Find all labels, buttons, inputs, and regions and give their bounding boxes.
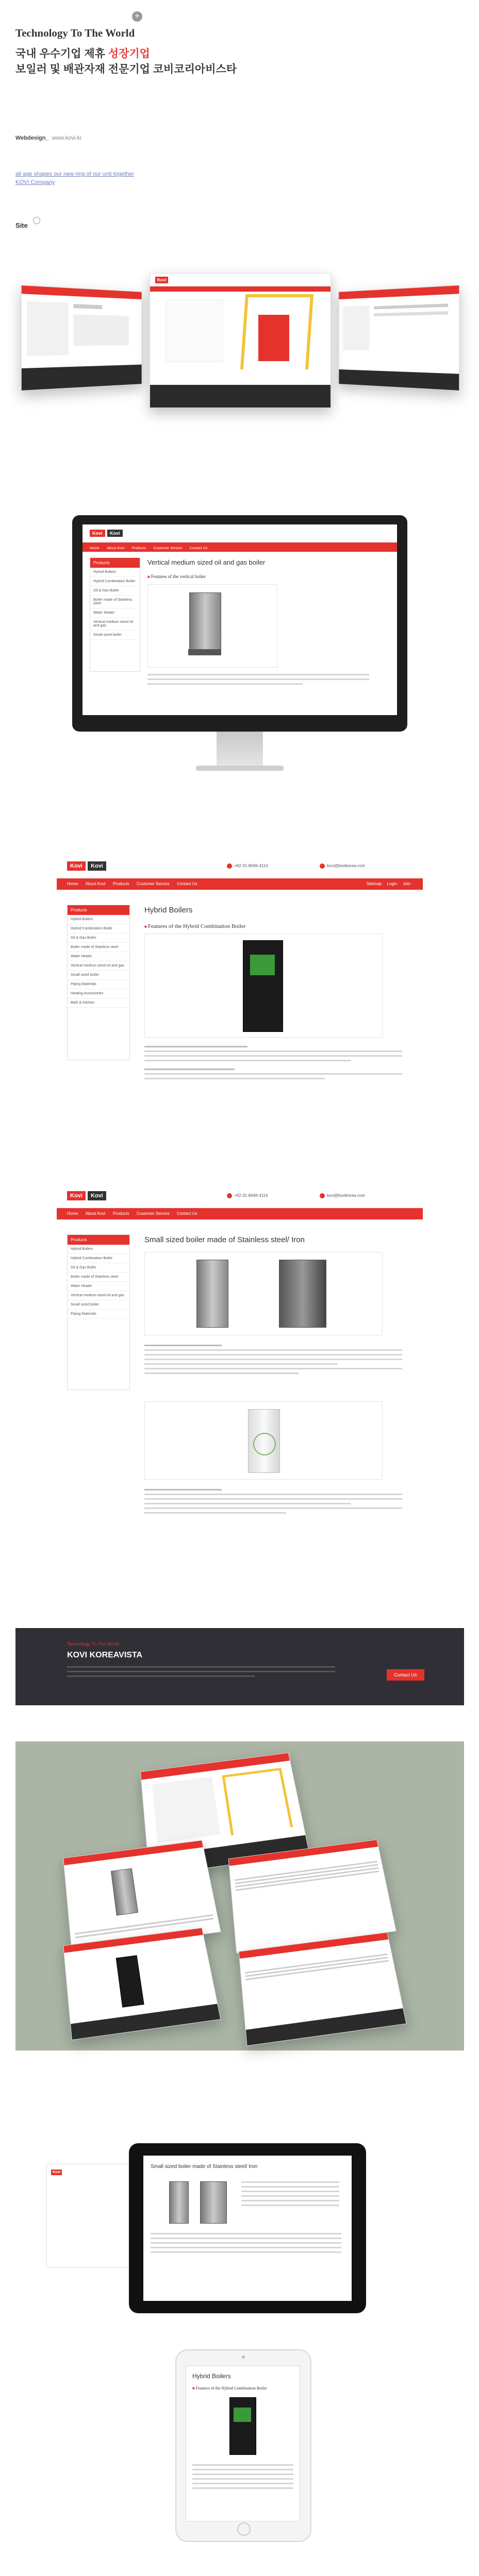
nav-item-service[interactable]: Customer Service xyxy=(136,1211,170,1216)
header-line1-highlight: 성장기업 xyxy=(108,48,150,60)
monitor-screen xyxy=(82,524,397,715)
site-header xyxy=(82,524,397,543)
boiler-image xyxy=(169,2181,189,2224)
description-lines xyxy=(144,1345,402,1377)
feature-heading: ■ Features of the Hybrid Combination Boiler xyxy=(144,923,246,929)
site-section-label: Site xyxy=(15,222,28,229)
site-nav xyxy=(57,1208,423,1219)
boiler-image-open xyxy=(279,1260,326,1328)
preview-nav-bar xyxy=(22,285,142,299)
sidebar-item[interactable]: Hybrid Combination Boiler xyxy=(68,924,129,934)
footer-text-lines xyxy=(67,1666,335,1680)
sidebar-head: Products xyxy=(68,905,129,915)
boiler-panel xyxy=(250,955,275,975)
tagline-line2: KOVI Company xyxy=(15,179,55,185)
meta-label: Webdesign_ xyxy=(15,135,49,141)
site-logo[interactable]: Kovi xyxy=(67,861,86,871)
boiler-image xyxy=(243,940,283,1032)
top-link-sitemap[interactable]: Sitemap xyxy=(366,882,382,886)
ipad-portrait xyxy=(175,2349,311,2542)
sidebar xyxy=(67,1234,130,1390)
product-image-box xyxy=(144,1252,383,1335)
contact-email xyxy=(320,863,365,869)
feature-heading: ■ Features of the vertical boiler xyxy=(147,574,206,579)
page-hybrid xyxy=(57,855,423,1185)
product-image-box-2 xyxy=(144,1401,383,1480)
sidebar-item[interactable]: Vertical medium sized oil and gas xyxy=(68,1291,129,1300)
sidebar-item[interactable]: Water Heater xyxy=(90,608,140,618)
nav-item-home[interactable]: Home xyxy=(67,1211,78,1216)
sidebar-item[interactable]: Hybrid Boilers xyxy=(68,1245,129,1254)
page-title: Hybrid Boilers xyxy=(144,906,193,914)
top-link-login[interactable]: Login xyxy=(387,882,397,886)
contact-phone-text: +82-31-8046-4114 xyxy=(234,1193,268,1198)
description-lines-2 xyxy=(144,1489,402,1517)
page-title: Small sized boiler made of Stainless steel/ Iron xyxy=(144,1235,305,1244)
meta-value[interactable]: www.kovi.kr xyxy=(52,135,82,141)
tablet-landscape xyxy=(129,2143,366,2313)
preview-nav-bar xyxy=(339,285,459,299)
site-logo-badge: Kovi xyxy=(107,530,123,537)
contact-phone xyxy=(227,863,268,869)
ipad-page-title: Hybrid Boilers xyxy=(192,2372,231,2380)
tagline xyxy=(15,170,170,187)
preview-screen-center: Kovi xyxy=(150,273,331,408)
circle-icon xyxy=(33,217,40,224)
nav-item-service[interactable]: Customer Service xyxy=(136,882,170,886)
description-lines xyxy=(144,1046,402,1082)
boiler-panel xyxy=(234,2408,251,2422)
site-nav xyxy=(82,543,397,552)
sidebar-item[interactable]: Heating Accessories xyxy=(68,989,129,998)
product-image-box xyxy=(144,934,383,1038)
header-eyebrow: Technology To The World xyxy=(15,27,135,39)
showcase-green xyxy=(15,1741,464,2050)
sidebar xyxy=(90,557,140,672)
contact-email-text[interactable]: kovi@kovikorea.com xyxy=(327,863,365,869)
sidebar-item[interactable]: Small sized boiler xyxy=(68,1300,129,1310)
preview-screen-right xyxy=(339,285,460,391)
site-logo[interactable]: Kovi xyxy=(67,1191,86,1200)
sidebar-item[interactable]: Hybrid Boilers xyxy=(90,568,140,577)
nav-item-about[interactable]: About Kovi xyxy=(107,547,124,550)
description-lines xyxy=(147,674,369,688)
monitor-stand xyxy=(217,732,263,768)
monitor-stand-base xyxy=(196,766,284,771)
sidebar-head: Products xyxy=(68,1235,129,1245)
header-line1-prefix: 국내 우수기업 제휴 xyxy=(15,48,108,60)
nav-item-products[interactable]: Products xyxy=(112,1211,129,1216)
phone-icon xyxy=(227,863,232,869)
mail-icon xyxy=(320,1193,325,1198)
boiler-image xyxy=(196,1260,228,1328)
sidebar-item[interactable]: Hybrid Boilers xyxy=(68,915,129,924)
sidebar-item[interactable]: Oil & Gas Boiler xyxy=(68,1263,129,1273)
product-image-box xyxy=(147,584,277,668)
nav-item-home[interactable]: Home xyxy=(90,547,100,550)
side-page-peek: Kovi xyxy=(46,2164,135,2268)
preview-screen xyxy=(63,1928,221,2041)
tagline-line1: all age shapes our new ring of our unit together xyxy=(15,171,134,177)
boiler-image xyxy=(189,592,221,650)
sidebar-item[interactable]: Vertical medium sized oil and gas xyxy=(68,961,129,971)
site-logo-badge: Kovi xyxy=(88,1191,106,1200)
preview-screen xyxy=(239,1932,407,2046)
nav-item-contact[interactable]: Contact Us xyxy=(189,547,208,550)
site-header xyxy=(57,855,423,878)
sidebar-item[interactable]: Hybrid Combination Boiler xyxy=(68,1254,129,1263)
nav-item-products[interactable]: Products xyxy=(112,882,129,886)
page-title: Vertical medium sized oil and gas boiler xyxy=(147,558,266,566)
tablet-page-title: Small sized boiler made of Stainless steel/ Iron xyxy=(151,2164,258,2170)
site-footer xyxy=(15,1628,464,1705)
footer-title: KOVI KOREAVISTA xyxy=(67,1651,143,1659)
site-logo-badge: Kovi xyxy=(88,861,106,871)
top-link-join[interactable]: Join xyxy=(403,882,410,886)
sidebar-item[interactable]: Water Heater xyxy=(68,952,129,961)
footer-contact-button[interactable]: Contact Us xyxy=(387,1669,424,1681)
boiler-image xyxy=(229,2397,256,2455)
sidebar-item[interactable]: Vertical medium sized oil and gas xyxy=(90,618,140,631)
site-logo[interactable]: Kovi xyxy=(90,530,105,537)
meta-line xyxy=(15,135,82,141)
phone-icon xyxy=(227,1193,232,1198)
ipad-feature: ■ Features of the Hybrid Combination Boiler xyxy=(192,2386,267,2391)
site-nav xyxy=(57,878,423,890)
nav-item-home[interactable]: Home xyxy=(67,882,78,886)
contact-phone xyxy=(227,1193,268,1198)
header-title-line1 xyxy=(15,45,150,61)
mail-icon xyxy=(320,863,325,869)
page-stainless xyxy=(57,1185,423,1628)
sidebar-item[interactable]: Small sized boiler xyxy=(68,971,129,980)
nav-item-contact[interactable]: Contact Us xyxy=(177,1211,197,1216)
header-title-line2: 보일러 및 배관자재 전문기업 코비코리아비스타 xyxy=(15,63,237,75)
sidebar-item[interactable]: Oil & Gas Boiler xyxy=(68,934,129,943)
sidebar-item[interactable]: Oil & Gas Boiler xyxy=(90,586,140,596)
contact-phone-text: +82-31-8046-4114 xyxy=(234,863,268,869)
contact-email xyxy=(320,1193,365,1198)
preview-screen-left xyxy=(21,285,142,391)
sidebar-item[interactable]: Piping Materials xyxy=(68,980,129,989)
footer-eyebrow: Technology To The World xyxy=(67,1641,120,1647)
sidebar-item[interactable]: Bath & Kitchen xyxy=(68,998,129,1008)
sidebar-item[interactable]: Hybrid Combination Boiler xyxy=(90,577,140,586)
site-header xyxy=(57,1185,423,1208)
nav-item-service[interactable]: Customer Service xyxy=(153,547,183,550)
sidebar-item[interactable]: Piping Materials xyxy=(68,1310,129,1319)
nav-item-about[interactable]: About Kovi xyxy=(85,1211,106,1216)
nav-item-contact[interactable]: Contact Us xyxy=(177,882,197,886)
sidebar-head: Products xyxy=(90,558,140,568)
boiler-image-open xyxy=(200,2181,227,2224)
sidebar-item[interactable]: Small sized boiler xyxy=(90,631,140,640)
sidebar-item[interactable]: Boiler made of Stainless steel xyxy=(68,1273,129,1282)
nav-item-about[interactable]: About Kovi xyxy=(85,882,106,886)
sidebar-item[interactable]: Water Heater xyxy=(68,1282,129,1291)
plus-icon: + xyxy=(132,11,142,22)
nav-item-products[interactable]: Products xyxy=(131,547,146,550)
sidebar-item[interactable]: Boiler made of Stainless steel xyxy=(90,596,140,608)
sidebar-item[interactable]: Boiler made of Stainless steel xyxy=(68,943,129,952)
sidebar xyxy=(67,905,130,1060)
contact-email-text[interactable]: kovi@kovikorea.com xyxy=(327,1193,365,1198)
